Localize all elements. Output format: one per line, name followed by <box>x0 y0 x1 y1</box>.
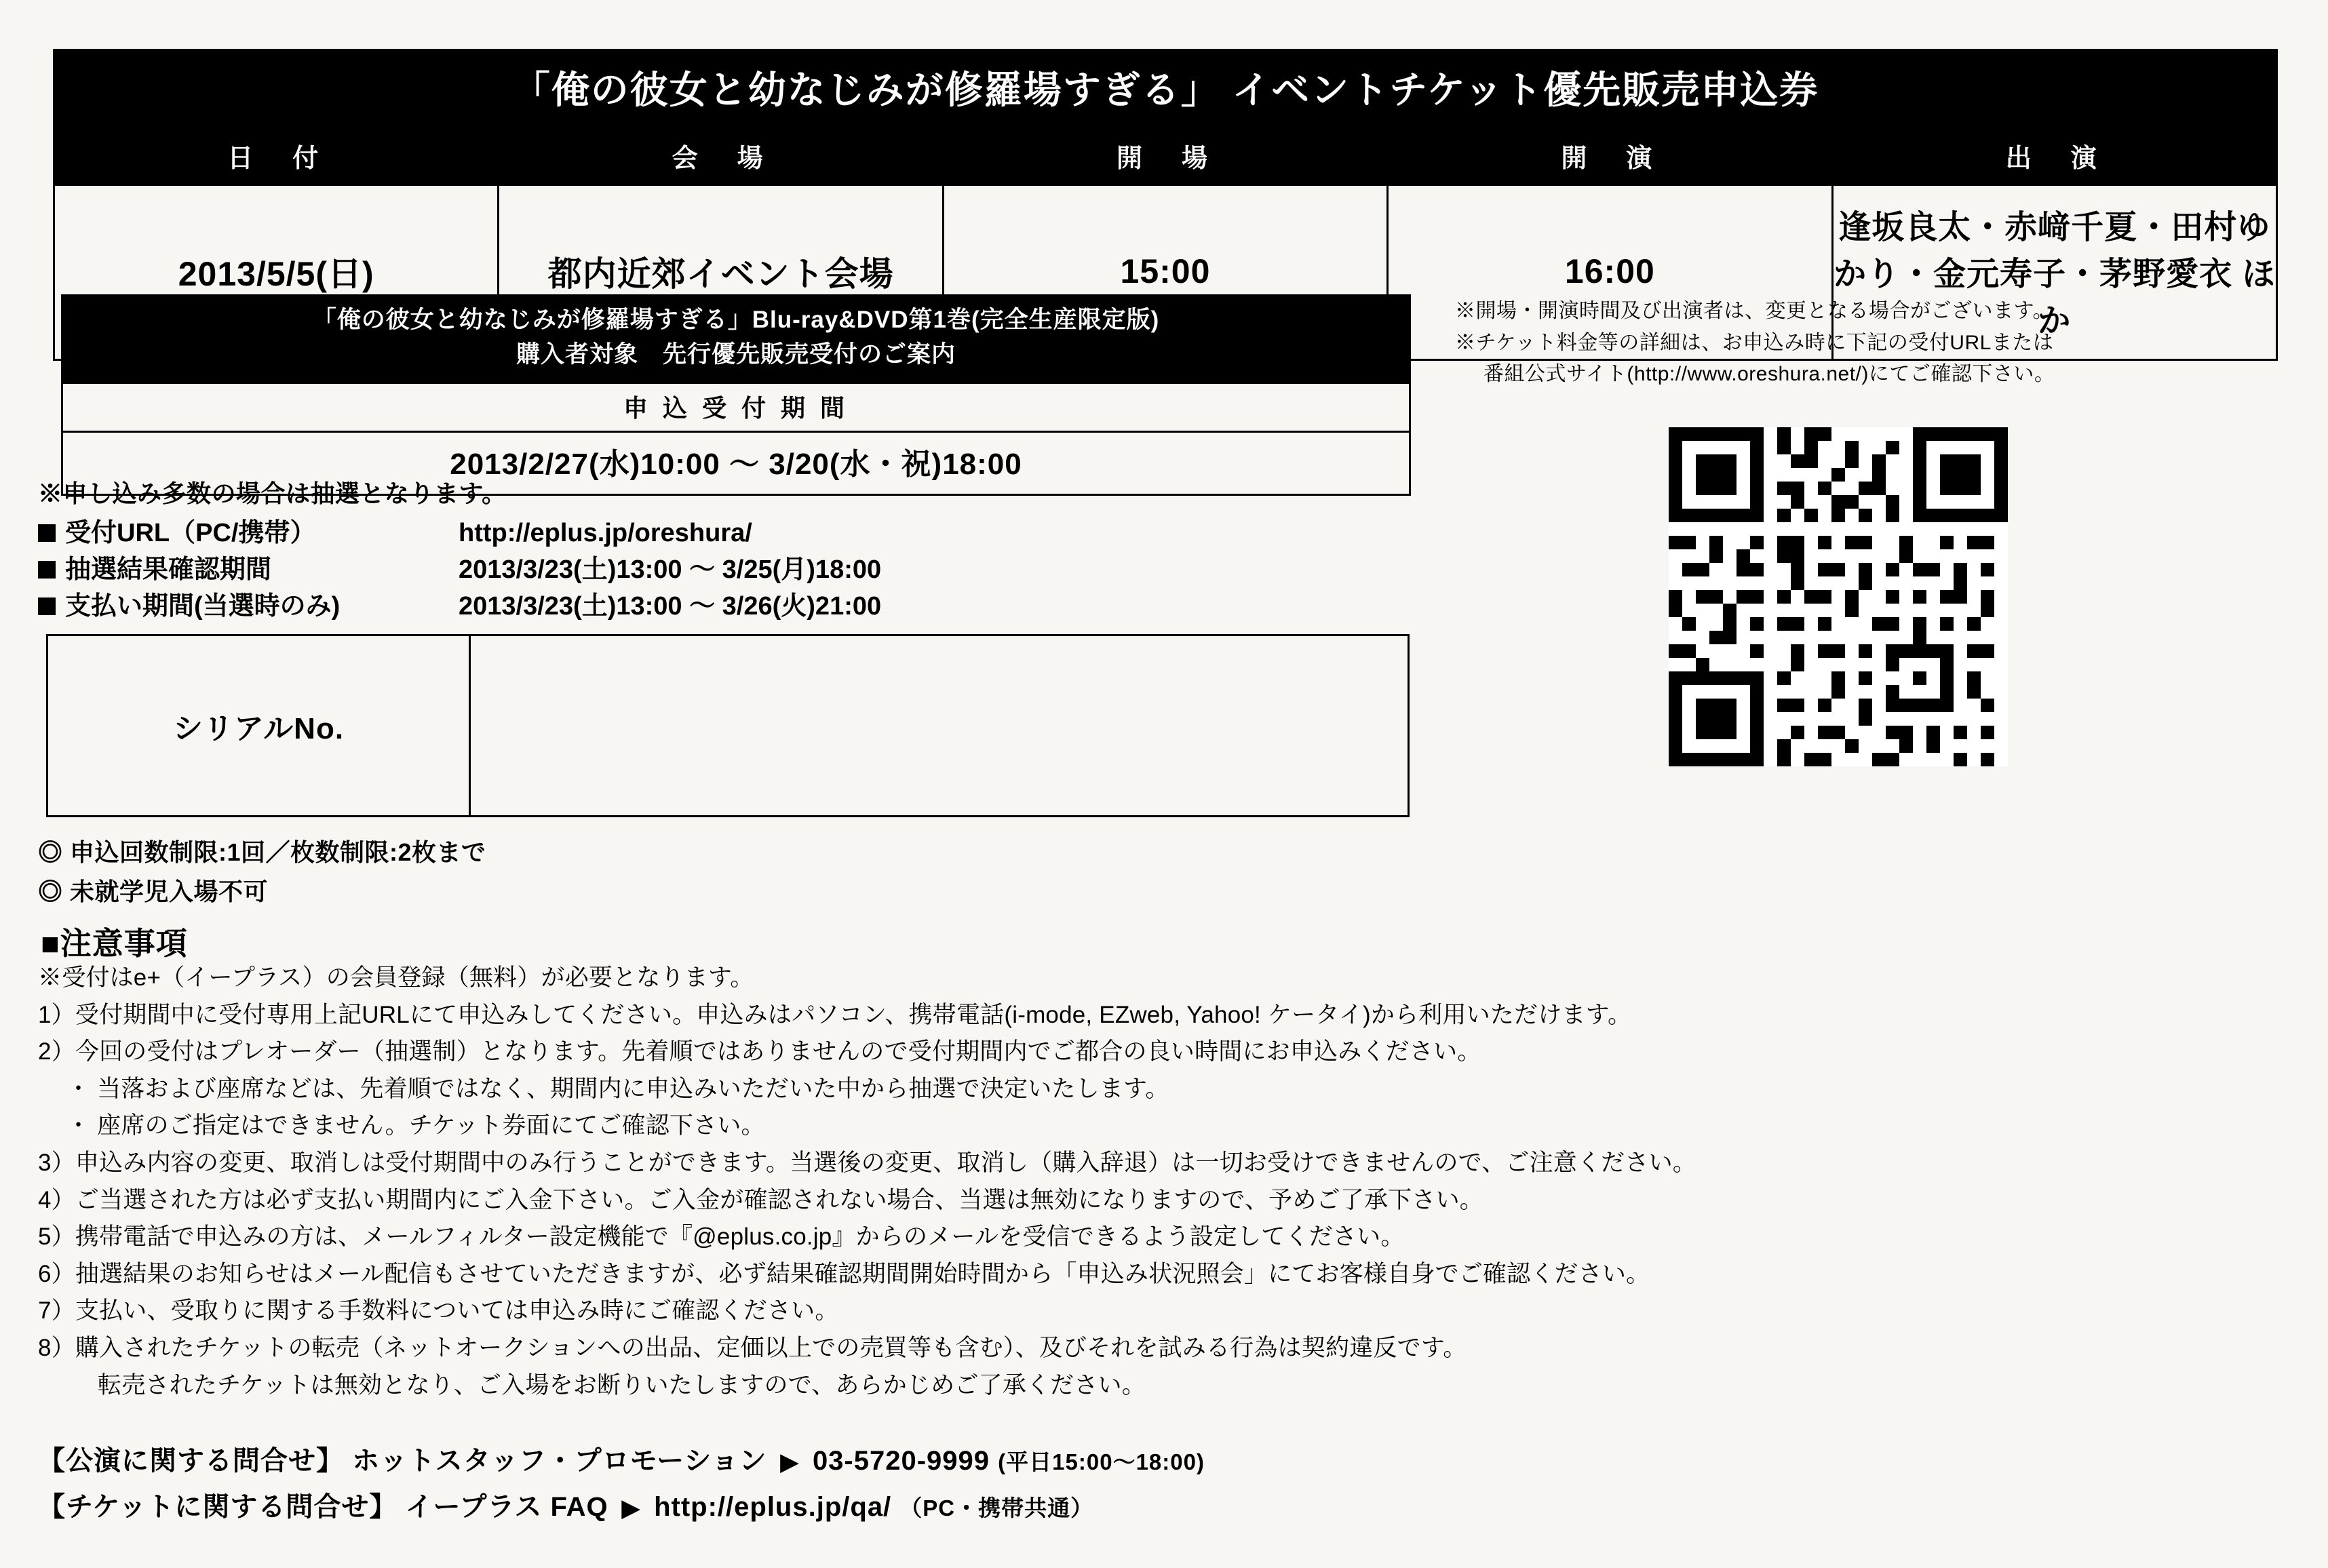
contact-performance-hours: (平日15:00〜18:00) <box>998 1449 1205 1474</box>
circle-note-2: ◎ 未就学児入場不可 <box>38 878 269 906</box>
info-label-url-text: 受付URL（PC/携帯） <box>65 519 316 547</box>
circle-notes <box>38 833 486 912</box>
contact-ticket-url[interactable]: http://eplus.jp/qa/ <box>654 1492 892 1522</box>
purchase-announcement-line1: 「俺の彼女と幼なじみが修羅場すぎる」Blu-ray&DVD第1巻(完全生産限定版) <box>312 307 1160 333</box>
caution-line: 7）支払い、受取りに関する手数料については申込み時にご確認ください。 <box>38 1297 839 1325</box>
info-row-url <box>38 515 881 552</box>
contact-performance <box>38 1438 1205 1484</box>
right-side-notes <box>1455 296 2289 391</box>
right-note-1: ※開場・開演時間及び出演者は、変更となる場合がございます。 <box>1455 300 2054 322</box>
value-start: 16:00 <box>1388 185 1832 360</box>
serial-number-field[interactable] <box>471 636 1408 815</box>
caution-line: 8）購入されたチケットの転売（ネットオークションへの出品、定価以上での売買等も含む）、及びそれを試みる行為は契約違反です。 <box>38 1334 1467 1361</box>
info-label-lottery-result-text: 抽選結果確認期間 <box>65 555 272 584</box>
bullet-square-icon <box>38 524 56 542</box>
triangle-right-icon: ▶ <box>780 1449 799 1475</box>
purchase-announcement-header <box>63 296 1409 382</box>
caution-line: 転売されたチケットは無効となり、ご入場をお断りいたしますので、あらかじめご了承ください。 <box>98 1371 1146 1398</box>
header-cast: 出 演 <box>1832 128 2276 185</box>
event-title: 「俺の彼女と幼なじみが修羅場すぎる」 イベントチケット優先販売申込券 <box>54 50 2277 128</box>
info-row-payment <box>38 589 881 625</box>
contact-ticket <box>38 1484 1205 1530</box>
contact-ticket-label: 【チケットに関する問合せ】 <box>38 1492 397 1522</box>
value-cast: 逢坂良太・赤﨑千夏・田村ゆかり・金元寿子・茅野愛衣 ほか <box>1832 185 2276 360</box>
qr-code <box>1669 427 2008 766</box>
caution-line: 3）申込み内容の変更、取消しは受付期間中のみ行うことができます。当選後の変更、取消し（購入辞退）は一切お受けできませんので、ご注意ください。 <box>38 1149 1696 1176</box>
info-value-payment: 2013/3/23(土)13:00 〜 3/26(火)21:00 <box>459 591 882 621</box>
contact-performance-name: ホットスタッフ・プロモーション <box>352 1446 767 1476</box>
info-row-lottery-result <box>38 552 881 589</box>
info-value-url[interactable]: http://eplus.jp/oreshura/ <box>459 519 752 547</box>
info-label-url <box>38 515 459 552</box>
caution-line: ※受付はe+（イープラス）の会員登録（無料）が必要となります。 <box>38 964 754 991</box>
header-open: 開 場 <box>943 128 1387 185</box>
header-venue: 会 場 <box>499 128 943 185</box>
header-date: 日 付 <box>54 128 499 185</box>
value-date: 2013/5/5(日) <box>54 185 499 360</box>
right-note-3: 番組公式サイト(http://www.oreshura.net/)にてご確認下さい。 <box>1483 363 2055 385</box>
caution-line: ・ 当落および座席などは、先着順ではなく、期間内に申込みいただいた中から抽選で決定いたします。 <box>66 1075 1169 1102</box>
application-period-label: 申 込 受 付 期 間 <box>63 382 1409 431</box>
info-value-lottery-result: 2013/3/23(土)13:00 〜 3/25(月)18:00 <box>459 555 882 584</box>
contact-performance-phone: 03-5720-9999 <box>812 1446 990 1476</box>
caution-line: 6）抽選結果のお知らせはメール配信もさせていただきますが、必ず結果確認期間開始時間から「申込み状況照会」にてお客様自身でご確認ください。 <box>38 1260 1650 1287</box>
bullet-square-icon <box>38 561 56 579</box>
contact-ticket-name: イープラス FAQ <box>405 1492 608 1522</box>
contact-performance-label: 【公演に関する問合せ】 <box>38 1446 344 1476</box>
serial-number-label: シリアルNo. <box>48 636 471 815</box>
value-open: 15:00 <box>943 185 1387 360</box>
caution-line: 1）受付期間中に受付専用上記URLにて申込みしてください。申込みはパソコン、携帯電話(i-mode, EZweb, Yahoo! ケータイ)から利用いただけます。 <box>38 1001 1632 1028</box>
application-info-list <box>38 515 881 625</box>
header-start: 開 演 <box>1388 128 1832 185</box>
caution-line: 2）今回の受付はプレオーダー（抽選制）となります。先着順ではありませんので受付期間内でご都合の良い時間にお申込みください。 <box>38 1038 1481 1065</box>
circle-note-1: ◎ 申込回数制限:1回／枚数制限:2枚まで <box>38 838 486 866</box>
event-header-row <box>54 128 2277 185</box>
caution-line: 5）携帯電話で申込みの方は、メールフィルター設定機能で『@eplus.co.jp』からのメールを受信できるよう設定してください。 <box>38 1223 1405 1251</box>
application-period-value: 2013/2/27(水)10:00 〜 3/20(水・祝)18:00 <box>63 431 1409 494</box>
contact-ticket-note: （PC・携帯共通） <box>899 1495 1094 1521</box>
serial-number-box <box>46 634 1410 817</box>
purchase-announcement-box <box>61 294 1411 496</box>
caution-line: 4）ご当選された方は必ず支払い期間内にご入金下さい。ご入金が確認されない場合、当選は無効になりますので、予めご了承下さい。 <box>38 1186 1483 1213</box>
info-label-lottery-result <box>38 552 459 589</box>
info-label-payment-text: 支払い期間(当選時のみ) <box>65 591 341 621</box>
caution-body <box>38 960 2290 1404</box>
event-title-row <box>54 50 2277 128</box>
caution-line: ・ 座席のご指定はできません。チケット券面にてご確認下さい。 <box>66 1112 765 1139</box>
bullet-square-icon <box>38 597 56 615</box>
contact-section <box>38 1438 1205 1530</box>
right-note-2: ※チケット料金等の詳細は、お申込み時に下記の受付URLまたは <box>1455 331 2054 354</box>
purchase-announcement-line2: 購入者対象 先行優先販売受付のご案内 <box>516 340 956 368</box>
triangle-right-icon: ▶ <box>621 1495 640 1521</box>
info-label-payment <box>38 589 459 625</box>
qr-code-image <box>1669 427 2008 766</box>
lottery-note: ※申し込み多数の場合は抽選となります。 <box>38 479 507 507</box>
value-venue: 都内近郊イベント会場 <box>499 185 943 360</box>
caution-heading: ■注意事項 <box>41 926 188 961</box>
